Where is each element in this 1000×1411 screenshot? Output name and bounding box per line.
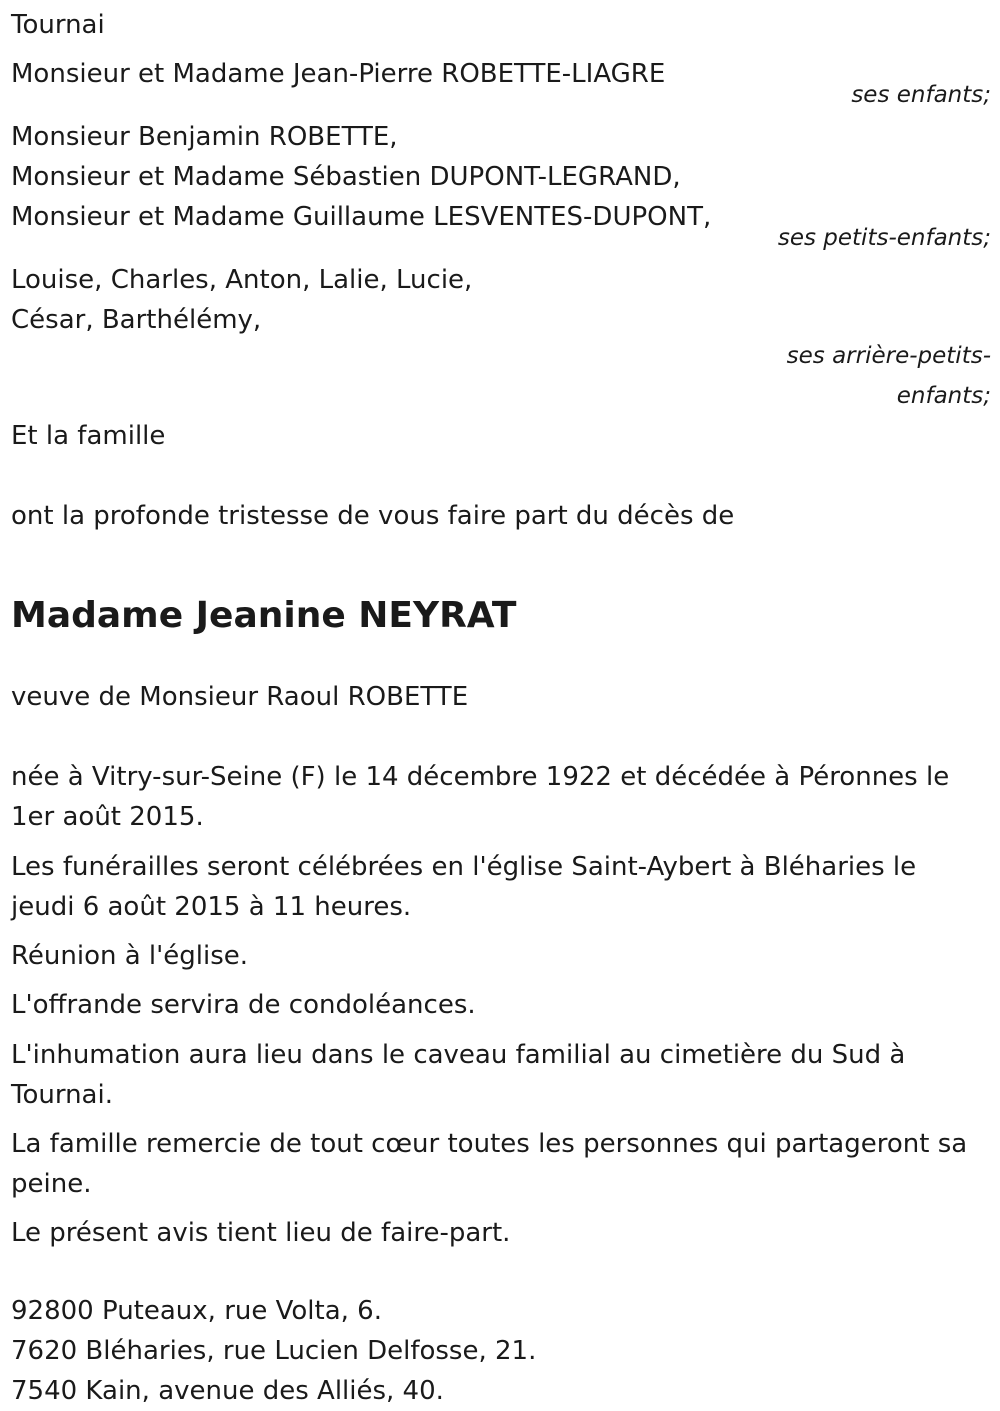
family-name-line: Monsieur et Madame Guillaume LESVENTES-DUPONT, (11, 202, 712, 232)
family-name-line: Monsieur Benjamin ROBETTE, (11, 122, 398, 152)
family-role: ses arrière-petits- (786, 343, 991, 369)
family-group-children (11, 54, 991, 115)
family-group-grandchildren (11, 117, 991, 258)
family-extra: Et la famille (11, 421, 166, 451)
family-name-line: Monsieur et Madame Sébastien DUPONT-LEGRAND, (11, 162, 681, 192)
spouse-line: veuve de Monsieur Raoul ROBETTE (11, 682, 469, 712)
notice-paragraph: Le présent avis tient lieu de faire-part. (11, 1218, 511, 1248)
address-line: 7540 Kain, avenue des Alliés, 40. (11, 1376, 444, 1406)
thanks-paragraph: La famille remercie de tout cœur toutes les personnes qui partageront sa peine. (11, 1129, 968, 1199)
funeral-paragraph: Les funérailles seront célébrées en l'église Saint-Aybert à Bléharies le jeudi 6 août 2015 à 11 heures. (11, 852, 917, 922)
address-line: 92800 Puteaux, rue Volta, 6. (11, 1296, 382, 1326)
family-group-great-grandchildren (11, 260, 991, 416)
address-line: 7620 Bléharies, rue Lucien Delfosse, 21. (11, 1336, 537, 1366)
meeting-paragraph: Réunion à l'église. (11, 941, 249, 971)
family-name-line: César, Barthélémy, (11, 305, 262, 335)
family-role: ses enfants; (851, 82, 991, 108)
deceased-name: Madame Jeanine NEYRAT (11, 595, 517, 636)
family-role: enfants; (896, 383, 991, 409)
offering-paragraph: L'offrande servira de condoléances. (11, 990, 476, 1020)
announcement-text: ont la profonde tristesse de vous faire part du décès de (11, 501, 735, 531)
family-name-line: Louise, Charles, Anton, Lalie, Lucie, (11, 265, 473, 295)
family-name-line: Monsieur et Madame Jean-Pierre ROBETTE-LIAGRE (11, 59, 666, 89)
city-header: Tournai (11, 10, 105, 40)
burial-paragraph: L'inhumation aura lieu dans le caveau familial au cimetière du Sud à Tournai. (11, 1040, 906, 1110)
address-list (11, 1291, 991, 1411)
obituary-notice (11, 5, 991, 1411)
family-role: ses petits-enfants; (777, 225, 991, 251)
birth-death-paragraph: née à Vitry-sur-Seine (F) le 14 décembre 1922 et décédée à Péronnes le 1er août 2015. (11, 762, 950, 832)
